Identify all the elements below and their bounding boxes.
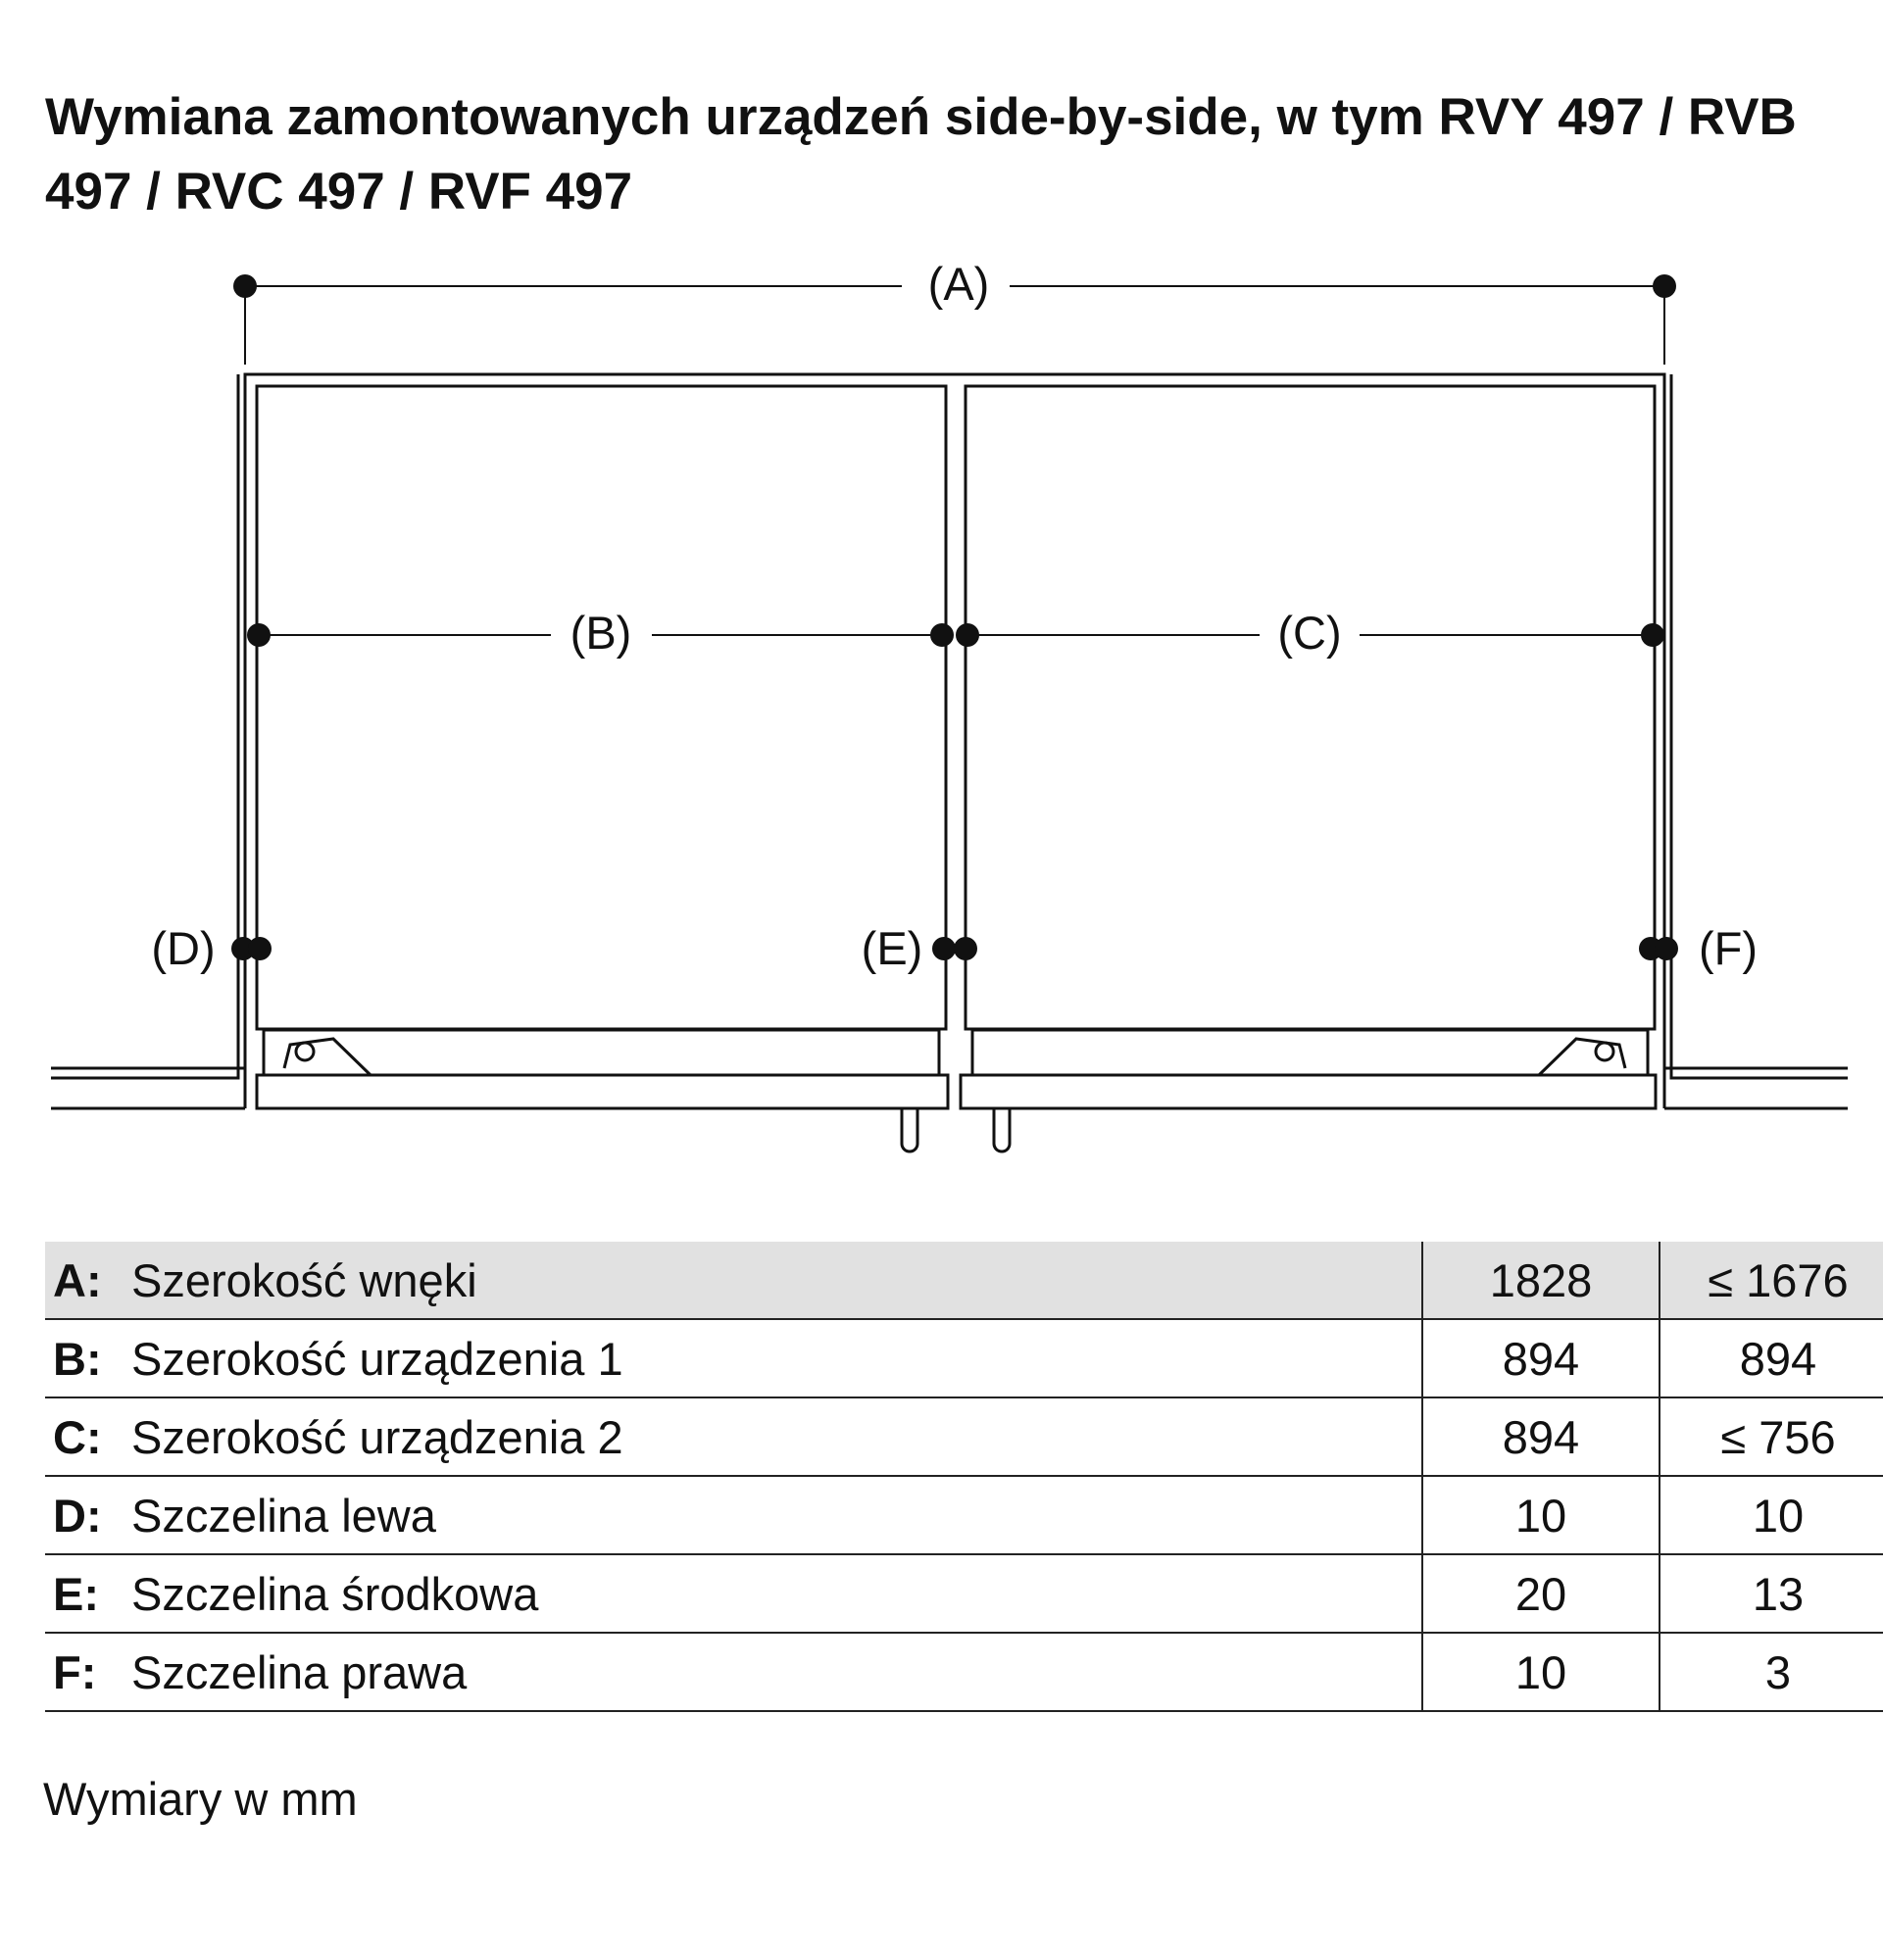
dimension-label-a: (A) — [927, 258, 990, 310]
dimension-label-b: (B) — [570, 607, 632, 659]
handle-right-icon — [994, 1108, 1010, 1152]
row-value-2: ≤ 756 — [1660, 1397, 1883, 1476]
handle-left-icon — [902, 1108, 917, 1152]
dimension-label-f: (F) — [1698, 922, 1759, 974]
row-value-2: 894 — [1660, 1319, 1883, 1397]
table-row — [45, 1633, 1883, 1711]
row-value-2: 3 — [1660, 1633, 1883, 1711]
row-value-1: 894 — [1422, 1397, 1660, 1476]
row-value-2: 13 — [1660, 1554, 1883, 1633]
row-key: C: — [45, 1397, 131, 1476]
row-value-1: 10 — [1422, 1633, 1660, 1711]
row-description: Szczelina prawa — [131, 1633, 1422, 1711]
dimension-c-endpoint-left — [956, 623, 979, 647]
page-title: Wymiana zamontowanych urządzeń side-by-side, w tym RVY 497 / RVB 497 / RVC 497 / RVF 497 — [45, 88, 1797, 220]
row-description: Szczelina środkowa — [131, 1554, 1422, 1633]
dimension-e-dot-left — [932, 937, 956, 960]
row-key: E: — [45, 1554, 131, 1633]
row-description: Szerokość urządzenia 1 — [131, 1319, 1422, 1397]
row-value-2: ≤ 1676 — [1660, 1242, 1883, 1319]
dimension-label-d: (D) — [151, 922, 216, 974]
row-value-1: 20 — [1422, 1554, 1660, 1633]
hinge-left-pin-icon — [296, 1043, 314, 1060]
dimension-c-endpoint-right — [1641, 623, 1664, 647]
table-row — [45, 1319, 1883, 1397]
appliance-1-plinth — [257, 1075, 948, 1108]
appliance-1-door — [257, 386, 946, 1029]
dimension-e-dot-right — [954, 937, 977, 960]
dimension-a-endpoint-left — [233, 274, 257, 298]
dimension-a-endpoint-right — [1653, 274, 1676, 298]
niche-outline — [51, 374, 1848, 1068]
dimension-d-dot-inner — [248, 937, 272, 960]
dimension-b-endpoint-left — [247, 623, 271, 647]
dimension-table — [45, 1242, 1883, 1712]
row-key: D: — [45, 1476, 131, 1554]
appliance-2-plinth — [961, 1075, 1656, 1108]
table-row — [45, 1397, 1883, 1476]
dimension-f-dot-outer — [1655, 937, 1678, 960]
table-row — [45, 1554, 1883, 1633]
appliance-2-door — [966, 386, 1655, 1029]
row-value-2: 10 — [1660, 1476, 1883, 1554]
row-description: Szerokość urządzenia 2 — [131, 1397, 1422, 1476]
table-row — [45, 1242, 1883, 1319]
row-key: F: — [45, 1633, 131, 1711]
dimension-label-e: (E) — [861, 922, 923, 974]
dimension-b-endpoint-right — [930, 623, 954, 647]
hinge-right-pin-icon — [1596, 1043, 1613, 1060]
row-value-1: 894 — [1422, 1319, 1660, 1397]
row-description: Szczelina lewa — [131, 1476, 1422, 1554]
units-note: Wymiary w mm — [43, 1773, 358, 1825]
row-description: Szerokość wnęki — [131, 1242, 1422, 1319]
dimension-label-c: (C) — [1277, 607, 1342, 659]
row-value-1: 10 — [1422, 1476, 1660, 1554]
table-row — [45, 1476, 1883, 1554]
row-value-1: 1828 — [1422, 1242, 1660, 1319]
row-key: B: — [45, 1319, 131, 1397]
row-key: A: — [45, 1242, 131, 1319]
